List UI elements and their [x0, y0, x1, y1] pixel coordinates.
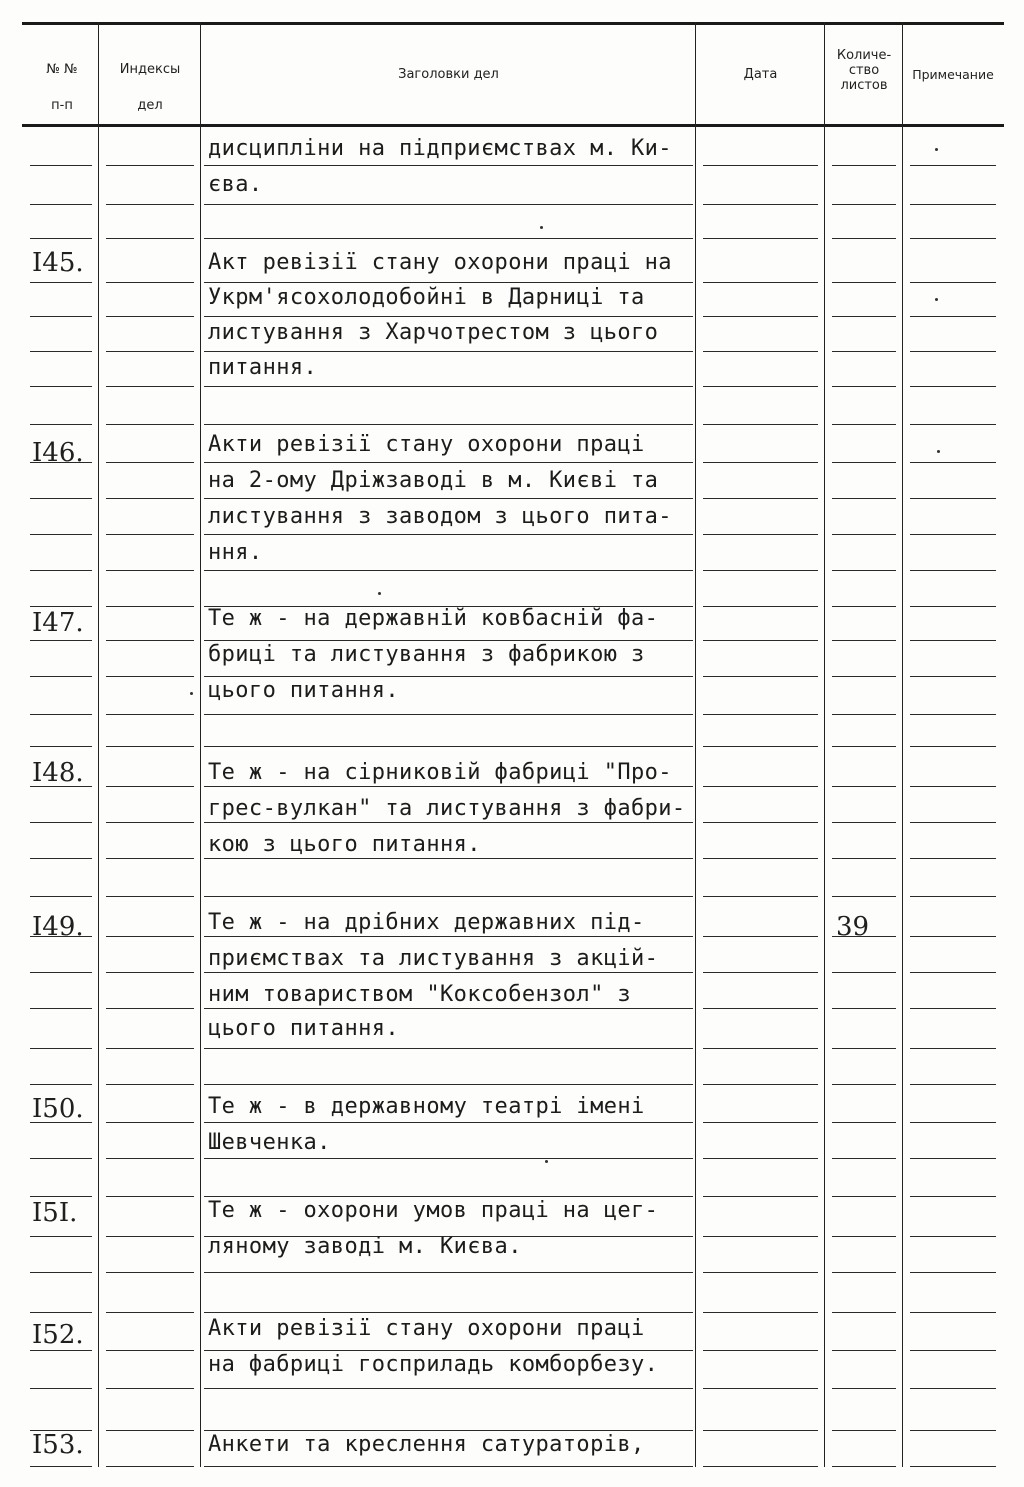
ruled-line	[910, 1008, 996, 1009]
entry-title-line: Те ж - в державному театрі імені	[208, 1094, 645, 1119]
ruled-line	[204, 351, 693, 352]
ruled-line	[910, 424, 996, 425]
ruled-line	[204, 822, 693, 823]
entry-number: І49.	[32, 912, 84, 942]
ruled-line	[910, 282, 996, 283]
ruled-line	[30, 858, 92, 859]
entry-title-line: листування з заводом з цього пита-	[208, 504, 672, 529]
ruled-line	[832, 1158, 896, 1159]
ruled-line	[703, 746, 818, 747]
entry-title-line: листування з Харчотрестом з цього	[208, 320, 659, 345]
ruled-line	[30, 1196, 92, 1197]
entry-title-line: на фабриці госприладь комборбезу.	[208, 1352, 659, 1377]
ruled-line	[106, 1466, 194, 1467]
header-title: Заголовки дел	[398, 67, 499, 82]
ruled-line	[30, 1084, 92, 1085]
ruled-line	[832, 351, 896, 352]
ruled-line	[910, 746, 996, 747]
ruled-line	[832, 1272, 896, 1273]
ruled-line	[910, 238, 996, 239]
ruled-line	[703, 165, 818, 166]
ruled-line	[204, 498, 693, 499]
ruled-line	[703, 1430, 818, 1431]
ruled-line	[106, 462, 194, 463]
ruled-line	[204, 1466, 693, 1467]
ruled-line	[106, 1388, 194, 1389]
ruled-line	[30, 570, 92, 571]
ruled-line	[204, 1008, 693, 1009]
ruled-line	[832, 972, 896, 973]
ruled-line	[204, 896, 693, 897]
ruled-line	[910, 1430, 996, 1431]
column-divider	[902, 22, 903, 1467]
table-top-border	[22, 22, 1004, 25]
ruled-line	[910, 316, 996, 317]
ruled-line	[832, 1196, 896, 1197]
ruled-line	[204, 1388, 693, 1389]
ruled-line	[703, 204, 818, 205]
ruled-line	[30, 1466, 92, 1467]
ruled-line	[106, 570, 194, 571]
ruled-line	[832, 1048, 896, 1049]
ruled-line	[910, 676, 996, 677]
ruled-line	[30, 1350, 92, 1351]
ruled-line	[910, 204, 996, 205]
ruled-line	[910, 1236, 996, 1237]
scan-speck	[540, 226, 543, 229]
ruled-line	[832, 606, 896, 607]
ruled-line	[30, 676, 92, 677]
scan-speck	[937, 450, 940, 453]
ruled-line	[106, 1008, 194, 1009]
entry-title-line: цього питання.	[208, 1016, 400, 1041]
ruled-line	[703, 351, 818, 352]
ruled-line	[703, 1084, 818, 1085]
entry-title-line: приємствах та листування з акцій-	[208, 946, 659, 971]
ruled-line	[106, 1272, 194, 1273]
ruled-line	[832, 858, 896, 859]
ruled-line	[703, 1158, 818, 1159]
ruled-line	[204, 858, 693, 859]
ruled-line	[703, 1196, 818, 1197]
header-sheet-count: Количе- ство листов	[836, 48, 892, 93]
ruled-line	[106, 424, 194, 425]
ruled-line	[30, 386, 92, 387]
ruled-line	[30, 1236, 92, 1237]
ruled-line	[832, 1430, 896, 1431]
ruled-line	[204, 972, 693, 973]
scan-speck	[935, 148, 938, 151]
ruled-line	[204, 1312, 693, 1313]
ruled-line	[30, 165, 92, 166]
scan-speck	[190, 692, 193, 695]
ruled-line	[832, 282, 896, 283]
ruled-line	[703, 1312, 818, 1313]
ruled-line	[832, 1084, 896, 1085]
ruled-line	[703, 1008, 818, 1009]
ruled-line	[703, 570, 818, 571]
ruled-line	[106, 238, 194, 239]
entry-title-line: питання.	[208, 355, 318, 380]
ruled-line	[703, 936, 818, 937]
header-note: Примечание	[912, 67, 994, 82]
ruled-line	[910, 972, 996, 973]
ruled-line	[832, 896, 896, 897]
entry-title-line: Акт ревізії стану охорони праці на	[208, 250, 672, 275]
ruled-line	[910, 498, 996, 499]
ruled-line	[106, 282, 194, 283]
ruled-line	[832, 1388, 896, 1389]
ruled-line	[910, 822, 996, 823]
header-date: Дата	[743, 67, 778, 82]
ruled-line	[910, 786, 996, 787]
ruled-line	[106, 972, 194, 973]
entry-title-line: Те ж - на державній ковбасній фа-	[208, 606, 659, 631]
entry-title-line: цього питання.	[208, 678, 400, 703]
ruled-line	[832, 1312, 896, 1313]
ruled-line	[910, 462, 996, 463]
ruled-line	[832, 640, 896, 641]
entry-number: І52.	[32, 1320, 84, 1350]
ruled-line	[832, 165, 896, 166]
ruled-line	[30, 606, 92, 607]
ruled-line	[703, 1388, 818, 1389]
ruled-line	[106, 1084, 194, 1085]
ruled-line	[204, 676, 693, 677]
column-divider	[98, 22, 99, 1467]
ruled-line	[106, 498, 194, 499]
ruled-line	[910, 1084, 996, 1085]
ruled-line	[204, 640, 693, 641]
ruled-line	[910, 1048, 996, 1049]
entry-title-line: Те ж - на сірниковій фабриці "Про-	[208, 760, 672, 785]
entry-title-line: Анкети та креслення сатураторів,	[208, 1432, 645, 1457]
ruled-line	[30, 498, 92, 499]
ruled-line	[106, 746, 194, 747]
entry-title-line: грес-вулкан" та листування з фабри-	[208, 796, 686, 821]
ruled-line	[910, 1350, 996, 1351]
ruled-line	[832, 746, 896, 747]
ruled-line	[910, 1122, 996, 1123]
ruled-line	[106, 896, 194, 897]
ruled-line	[832, 822, 896, 823]
ruled-line	[106, 1122, 194, 1123]
scan-speck	[545, 1160, 548, 1163]
ruled-line	[910, 386, 996, 387]
header-number: № № п-п	[46, 62, 78, 113]
ruled-line	[204, 204, 693, 205]
entry-sheet-count: 39	[836, 912, 870, 942]
ruled-line	[106, 351, 194, 352]
header-index: Индексы дел	[119, 62, 181, 113]
ruled-line	[910, 1466, 996, 1467]
entry-title-line: кою з цього питання.	[208, 832, 481, 857]
ruled-line	[832, 424, 896, 425]
ruled-line	[703, 1272, 818, 1273]
ruled-line	[106, 936, 194, 937]
ruled-line	[30, 424, 92, 425]
ruled-line	[703, 896, 818, 897]
ruled-line	[832, 676, 896, 677]
ruled-line	[30, 640, 92, 641]
ruled-line	[30, 746, 92, 747]
ruled-line	[204, 714, 693, 715]
entry-number: І46.	[32, 438, 84, 468]
ruled-line	[703, 316, 818, 317]
ruled-line	[832, 498, 896, 499]
ruled-line	[703, 462, 818, 463]
ruled-line	[30, 822, 92, 823]
entry-title-line: Акти ревізії стану охорони праці	[208, 1316, 645, 1341]
ruled-line	[106, 858, 194, 859]
ruled-line	[910, 858, 996, 859]
entry-title-line: ляному заводі м. Києва.	[208, 1234, 522, 1259]
column-divider	[695, 22, 696, 1467]
ruled-line	[910, 896, 996, 897]
ruled-line	[703, 1350, 818, 1351]
ruled-line	[30, 714, 92, 715]
entry-title-line: Те ж - на дрібних державних під-	[208, 910, 645, 935]
ruled-line	[30, 1008, 92, 1009]
ruled-line	[910, 1312, 996, 1313]
ruled-line	[910, 570, 996, 571]
entry-number: І48.	[32, 758, 84, 788]
ruled-line	[703, 1122, 818, 1123]
ruled-line	[703, 606, 818, 607]
ruled-line	[703, 1048, 818, 1049]
ruled-line	[106, 786, 194, 787]
ruled-line	[703, 1466, 818, 1467]
ruled-line	[703, 972, 818, 973]
ruled-line	[106, 165, 194, 166]
ruled-line	[204, 1430, 693, 1431]
ruled-line	[832, 714, 896, 715]
entry-title-line: Шевченка.	[208, 1130, 331, 1155]
ruled-line	[910, 606, 996, 607]
ruled-line	[703, 676, 818, 677]
ruled-line	[832, 534, 896, 535]
ruled-line	[832, 204, 896, 205]
ruled-line	[30, 351, 92, 352]
ruled-line	[106, 316, 194, 317]
ruled-line	[703, 640, 818, 641]
ruled-line	[106, 204, 194, 205]
ruled-line	[106, 1048, 194, 1049]
ruled-line	[106, 1430, 194, 1431]
ruled-line	[910, 1272, 996, 1273]
entry-title-line: ним товариством "Коксобензол" з	[208, 982, 631, 1007]
ruled-line	[30, 1158, 92, 1159]
ruled-line	[910, 714, 996, 715]
ruled-line	[910, 534, 996, 535]
entry-title-line: дисципліни на підприємствах м. Ки-	[208, 136, 672, 161]
entry-title-line: єва.	[208, 172, 263, 197]
ruled-line	[204, 570, 693, 571]
ruled-line	[204, 165, 693, 166]
ruled-line	[106, 714, 194, 715]
ruled-line	[832, 1236, 896, 1237]
ruled-line	[106, 1350, 194, 1351]
ruled-line	[910, 165, 996, 166]
scan-speck	[378, 592, 381, 595]
ruled-line	[703, 786, 818, 787]
entry-title-line: ння.	[208, 540, 263, 565]
ruled-line	[30, 1312, 92, 1313]
ruled-line	[204, 534, 693, 535]
ruled-line	[703, 424, 818, 425]
ruled-line	[30, 1388, 92, 1389]
ruled-line	[204, 1084, 693, 1085]
ruled-line	[832, 1350, 896, 1351]
ruled-line	[106, 822, 194, 823]
ruled-line	[204, 1048, 693, 1049]
ruled-line	[910, 936, 996, 937]
ruled-line	[703, 822, 818, 823]
column-divider	[824, 22, 825, 1467]
ruled-line	[106, 640, 194, 641]
ruled-line	[106, 1158, 194, 1159]
ruled-line	[832, 1466, 896, 1467]
ruled-line	[703, 714, 818, 715]
ruled-line	[832, 570, 896, 571]
ruled-line	[910, 1196, 996, 1197]
ruled-line	[703, 858, 818, 859]
ruled-line	[910, 640, 996, 641]
ruled-line	[204, 282, 693, 283]
entry-number: І45.	[32, 248, 84, 278]
ruled-line	[703, 534, 818, 535]
ruled-line	[703, 238, 818, 239]
ruled-line	[703, 498, 818, 499]
ruled-line	[204, 424, 693, 425]
ruled-line	[832, 386, 896, 387]
ruled-line	[832, 1008, 896, 1009]
ruled-line	[106, 1236, 194, 1237]
ruled-line	[204, 386, 693, 387]
ruled-line	[703, 386, 818, 387]
ruled-line	[106, 606, 194, 607]
ruled-line	[204, 1272, 693, 1273]
entry-title-line: на 2-ому Дріжзаводі в м. Києві та	[208, 468, 659, 493]
entry-number: І5І.	[32, 1198, 78, 1228]
entry-number: І50.	[32, 1094, 84, 1124]
ruled-line	[106, 1312, 194, 1313]
ruled-line	[30, 1048, 92, 1049]
ruled-line	[832, 786, 896, 787]
ruled-line	[910, 1158, 996, 1159]
ruled-line	[204, 1196, 693, 1197]
ruled-line	[30, 534, 92, 535]
entry-title-line: Акти ревізії стану охорони праці	[208, 432, 645, 457]
ruled-line	[106, 676, 194, 677]
ruled-line	[832, 462, 896, 463]
ruled-line	[204, 936, 693, 937]
ruled-line	[30, 972, 92, 973]
ruled-line	[204, 316, 693, 317]
ruled-line	[832, 1122, 896, 1123]
ruled-line	[30, 1272, 92, 1273]
ruled-line	[204, 1122, 693, 1123]
ruled-line	[204, 1158, 693, 1159]
ruled-line	[204, 462, 693, 463]
column-divider	[200, 22, 201, 1467]
ruled-line	[910, 351, 996, 352]
ruled-line	[910, 1388, 996, 1389]
entry-title-line: бриці та листування з фабрикою з	[208, 642, 645, 667]
ruled-line	[30, 316, 92, 317]
header-bottom-border	[22, 124, 1004, 127]
entry-number: І53.	[32, 1430, 84, 1460]
entry-number: І47.	[32, 608, 84, 638]
ruled-line	[106, 534, 194, 535]
ruled-line	[832, 238, 896, 239]
ruled-line	[204, 1350, 693, 1351]
entry-title-line: Те ж - охорони умов праці на цег-	[208, 1198, 659, 1223]
ruled-line	[832, 316, 896, 317]
ruled-line	[204, 786, 693, 787]
ruled-line	[703, 1236, 818, 1237]
ruled-line	[106, 1196, 194, 1197]
ruled-line	[106, 386, 194, 387]
entry-title-line: Укрм'ясохолодобойні в Дарниці та	[208, 285, 645, 310]
ruled-line	[204, 746, 693, 747]
ruled-line	[703, 282, 818, 283]
ruled-line	[204, 238, 693, 239]
scan-speck	[935, 298, 938, 301]
ruled-line	[30, 896, 92, 897]
ruled-line	[30, 238, 92, 239]
ruled-line	[30, 282, 92, 283]
ruled-line	[30, 204, 92, 205]
